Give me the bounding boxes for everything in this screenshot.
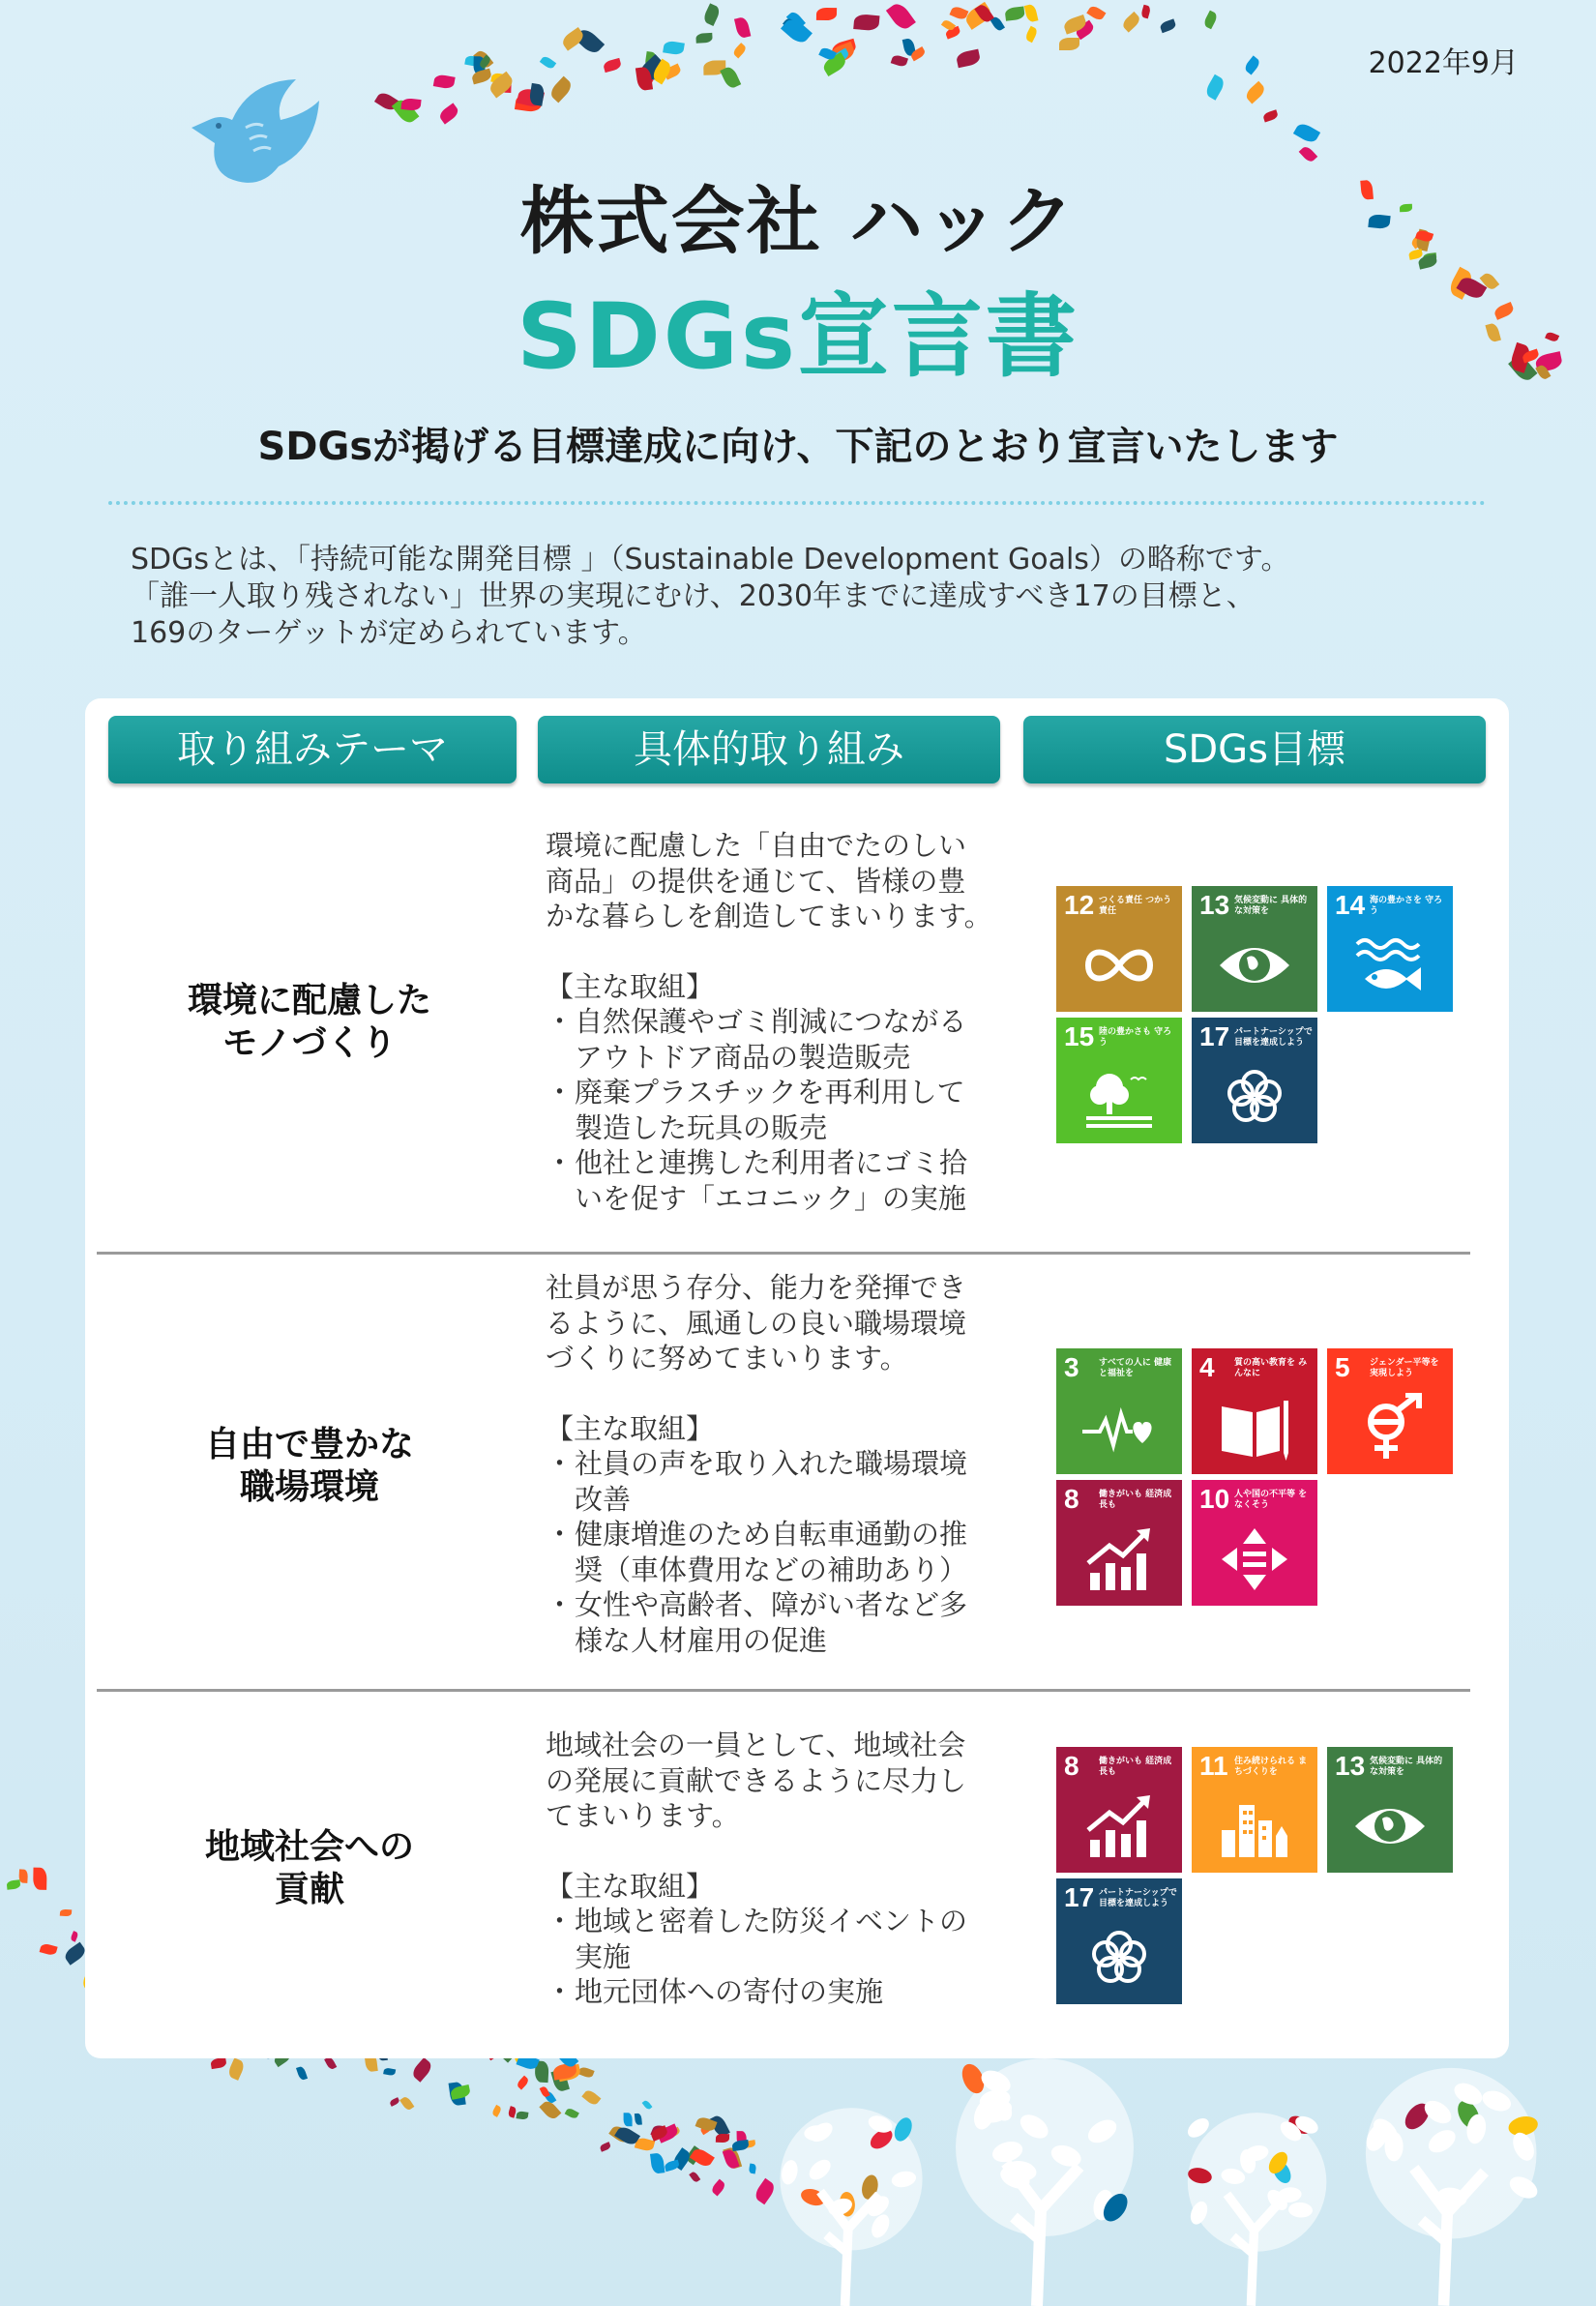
book-icon bbox=[1216, 1393, 1293, 1463]
confetti-leaf bbox=[642, 2099, 653, 2111]
declaration-subtitle: SDGsが掲げる目標達成に向け、下記のとおり宣言いたします bbox=[257, 425, 1339, 469]
goal-number: 11 bbox=[1199, 1751, 1228, 1781]
confetti-leaf bbox=[1120, 12, 1140, 32]
confetti-leaf bbox=[7, 1880, 21, 1890]
main-initiatives-label: 【主な取組】 bbox=[546, 1411, 715, 1445]
lead-line: 環境に配慮した「自由でたのしい bbox=[546, 829, 967, 862]
confetti-leaf bbox=[1299, 144, 1318, 163]
equality-icon bbox=[1216, 1524, 1293, 1594]
lead-line: るように、風通しの良い職場環境 bbox=[546, 1306, 967, 1340]
growth-chart-icon bbox=[1080, 1791, 1158, 1861]
actions-community bbox=[546, 1728, 1020, 2010]
initiative-bullet: ・ 地域と密着した防災イベントの 実施 bbox=[546, 1904, 1020, 1974]
goal-number: 13 bbox=[1335, 1751, 1366, 1781]
confetti-leaf bbox=[1203, 74, 1226, 101]
confetti-leaf bbox=[40, 1942, 58, 1956]
confetti-leaf bbox=[599, 2142, 611, 2152]
initiative-bullet: ・ 他社と連携した利用者にゴミ拾 いを促す「エコニック」の実施 bbox=[546, 1145, 1020, 1216]
confetti-leaf bbox=[854, 14, 880, 31]
confetti-leaf bbox=[734, 16, 752, 40]
confetti-leaf bbox=[623, 2113, 632, 2126]
confetti-leaf bbox=[1202, 10, 1219, 29]
column-header-actions: 具体的取り組み bbox=[538, 716, 1000, 783]
eye-globe-icon bbox=[1216, 931, 1293, 1000]
confetti-leaf bbox=[696, 32, 713, 43]
initiative-bullet: ・ 廃棄プラスチックを再利用して 製造した玩具の販売 bbox=[546, 1075, 1020, 1145]
confetti-leaf bbox=[433, 74, 456, 89]
sdg-goal-3-tile bbox=[1056, 1348, 1182, 1474]
confetti-leaf bbox=[437, 103, 460, 124]
goal-label: パートナーシップで 目標を達成しよう bbox=[1234, 1027, 1313, 1048]
confetti-leaf bbox=[1087, 4, 1107, 21]
theme-line: 地域社会への bbox=[204, 1827, 414, 1867]
confetti-leaf bbox=[603, 58, 622, 73]
sdg-goal-8-tile bbox=[1056, 1747, 1182, 1873]
actions-workplace bbox=[546, 1270, 1020, 1658]
confetti-leaf bbox=[1159, 18, 1176, 32]
column-header-theme: 取り組みテーマ bbox=[108, 716, 517, 783]
rings-icon bbox=[1216, 1062, 1293, 1132]
confetti-leaf bbox=[59, 1909, 71, 1917]
goal-number: 8 bbox=[1064, 1751, 1079, 1781]
issue-date: 2022年9月 bbox=[1368, 46, 1519, 80]
confetti-leaf bbox=[565, 2107, 579, 2119]
confetti-leaf bbox=[383, 2067, 396, 2076]
goal-label: 人や国の不平等 をなくそう bbox=[1234, 1490, 1308, 1510]
goal-label: 働きがいも 経済成長も bbox=[1099, 1757, 1172, 1777]
theme-line: 自由で豊かな bbox=[204, 1425, 414, 1464]
lead-line: 社員が思う存分、能力を発揮でき bbox=[546, 1271, 967, 1304]
main-initiatives-label: 【主な取組】 bbox=[546, 969, 715, 1003]
confetti-leaf bbox=[1243, 81, 1267, 104]
initiative-bullet: ・ 女性や高齢者、障がい者など多 様な人材雇用の促進 bbox=[546, 1587, 1020, 1658]
sdg-goal-15-tile bbox=[1056, 1018, 1182, 1143]
goal-label: 海の豊かさを 守ろう bbox=[1370, 896, 1443, 916]
theme-workplace bbox=[126, 1424, 493, 1509]
confetti-leaf bbox=[650, 2152, 665, 2174]
confetti-leaf bbox=[581, 2088, 601, 2107]
confetti-leaf bbox=[886, 0, 916, 32]
fish-wave-icon bbox=[1351, 931, 1429, 1000]
confetti-leaf bbox=[63, 1942, 88, 1966]
company-name: 株式会社 ハック bbox=[519, 178, 1077, 264]
confetti-leaf bbox=[710, 2179, 726, 2197]
confetti-leaf bbox=[401, 98, 422, 111]
goal-label: ジェンダー平等を 実現しよう bbox=[1370, 1358, 1439, 1378]
confetti-leaf bbox=[1140, 5, 1151, 19]
sdg-goal-17-tile bbox=[1192, 1018, 1317, 1143]
sdg-goal-11-tile bbox=[1192, 1747, 1317, 1873]
sdgs-intro bbox=[131, 542, 1485, 652]
theme-line: 職場環境 bbox=[239, 1467, 379, 1507]
confetti-leaf bbox=[702, 3, 722, 25]
goal-number: 4 bbox=[1199, 1352, 1215, 1382]
confetti-leaf bbox=[516, 2112, 528, 2120]
sdg-goal-14-tile bbox=[1327, 886, 1453, 1012]
sdg-goal-13-tile bbox=[1192, 886, 1317, 1012]
goal-number: 10 bbox=[1199, 1484, 1230, 1514]
confetti-leaf bbox=[1243, 55, 1261, 74]
confetti-leaf bbox=[731, 2140, 749, 2151]
goal-label: パートナーシップで 目標を達成しよう bbox=[1099, 1888, 1177, 1908]
confetti-leaf bbox=[689, 2171, 699, 2182]
intro-line: SDGsとは、「持続可能な開発目標 」（Sustainable Development Goals）の略称です。 bbox=[131, 543, 1290, 576]
confetti-leaf bbox=[1023, 4, 1038, 23]
lead-line: 商品」の提供を通じて、皆様の豊 bbox=[546, 864, 966, 898]
sdg-goal-8-tile bbox=[1056, 1480, 1182, 1606]
confetti-leaf bbox=[410, 2057, 434, 2083]
rings-icon bbox=[1080, 1923, 1158, 1993]
goal-label: すべての人に 健康と福祉を bbox=[1099, 1358, 1171, 1378]
theme-line: モノづくり bbox=[222, 1023, 397, 1063]
lead-line: てまいります。 bbox=[546, 1799, 740, 1832]
sdg-goal-5-tile bbox=[1327, 1348, 1453, 1474]
confetti-leaf bbox=[634, 2114, 641, 2125]
confetti-leaf bbox=[400, 2095, 415, 2111]
document-title: SDGs宣言書 bbox=[517, 284, 1079, 390]
confetti-leaf bbox=[1293, 121, 1320, 145]
city-icon bbox=[1216, 1791, 1293, 1861]
confetti-leaf bbox=[955, 49, 980, 68]
lead-line: かな暮らしを創造してまいります。 bbox=[546, 900, 992, 932]
growth-chart-icon bbox=[1080, 1524, 1158, 1594]
tree-bird-icon bbox=[1080, 1062, 1158, 1132]
lead-line: づくりに努めてまいります。 bbox=[546, 1342, 908, 1375]
column-header-goals: SDGs目標 bbox=[1023, 716, 1486, 783]
confetti-leaf bbox=[540, 55, 556, 71]
intro-line: 「誰一人取り残されない」世界の実現にむけ、2030年までに達成すべき17の目標と、 bbox=[131, 579, 1256, 613]
confetti-leaf bbox=[1059, 38, 1079, 50]
tree-illustration bbox=[929, 2055, 1161, 2306]
infinity-icon bbox=[1080, 931, 1158, 1000]
heartbeat-icon bbox=[1080, 1393, 1158, 1463]
sdg-goal-12-tile bbox=[1056, 886, 1182, 1012]
confetti-leaf bbox=[1024, 26, 1039, 43]
confetti-leaf bbox=[226, 2058, 246, 2082]
tree-illustration bbox=[758, 2105, 944, 2306]
goal-label: 気候変動に 具体的な対策を bbox=[1234, 896, 1308, 916]
confetti-leaf bbox=[721, 65, 742, 90]
goal-label: 住み続けられる まちづくりを bbox=[1234, 1757, 1308, 1777]
sdg-goal-4-tile bbox=[1192, 1348, 1317, 1474]
dotted-divider bbox=[108, 501, 1486, 505]
initiative-bullet: ・ 社員の声を取り入れた職場環境 改善 bbox=[546, 1446, 1020, 1517]
initiative-bullet: ・ 自然保護やゴミ削減につながる アウトドア商品の製造販売 bbox=[546, 1004, 1020, 1075]
theme-line: 貢献 bbox=[274, 1870, 344, 1909]
confetti-leaf bbox=[19, 1869, 29, 1883]
confetti-leaf bbox=[749, 2163, 756, 2173]
confetti-leaf bbox=[663, 40, 685, 55]
confetti-leaf bbox=[516, 2075, 530, 2089]
confetti-leaf bbox=[296, 2065, 308, 2081]
confetti-leaf bbox=[816, 8, 837, 21]
goal-number: 3 bbox=[1064, 1352, 1079, 1382]
theme-community bbox=[126, 1826, 493, 1911]
confetti-leaf bbox=[716, 2134, 729, 2143]
main-initiatives-label: 【主な取組】 bbox=[546, 1869, 715, 1903]
goal-number: 17 bbox=[1064, 1882, 1095, 1912]
tree-illustration bbox=[1340, 2064, 1562, 2306]
confetti-leaf bbox=[491, 2105, 502, 2117]
row-divider bbox=[97, 1252, 1470, 1255]
goal-number: 15 bbox=[1064, 1021, 1095, 1051]
goal-number: 8 bbox=[1064, 1484, 1079, 1514]
confetti-leaf bbox=[1262, 109, 1279, 123]
theme-environment bbox=[126, 980, 493, 1065]
confetti-leaf bbox=[548, 75, 575, 103]
confetti-leaf bbox=[690, 2147, 715, 2170]
goal-label: 質の高い教育を みんなに bbox=[1234, 1358, 1308, 1378]
gender-icon bbox=[1351, 1393, 1429, 1463]
goal-number: 13 bbox=[1199, 890, 1230, 920]
goal-number: 17 bbox=[1199, 1021, 1230, 1051]
eye-globe-icon bbox=[1351, 1791, 1429, 1861]
sdg-goal-13-tile bbox=[1327, 1747, 1453, 1873]
confetti-leaf bbox=[578, 2065, 595, 2079]
confetti-leaf bbox=[1005, 7, 1026, 21]
confetti-leaf bbox=[33, 1868, 47, 1890]
actions-environment bbox=[546, 828, 1020, 1216]
lead-line: 地域社会の一員として、地域社会 bbox=[546, 1729, 966, 1761]
goal-label: 気候変動に 具体的な対策を bbox=[1370, 1757, 1443, 1777]
confetti-leaf bbox=[891, 54, 908, 68]
goal-number: 14 bbox=[1335, 890, 1366, 920]
sdg-goal-17-tile bbox=[1056, 1878, 1182, 2004]
goal-label: つくる責任 つかう責任 bbox=[1099, 896, 1172, 916]
row-divider bbox=[97, 1689, 1470, 1692]
initiative-bullet: ・ 健康増進のため自転車通勤の推 奨（車体費用などの補助あり） bbox=[546, 1517, 1020, 1587]
confetti-leaf bbox=[664, 2159, 680, 2172]
intro-line: 169のターゲットが定められています。 bbox=[131, 616, 647, 650]
lead-line: の発展に貢献できるように尽力し bbox=[546, 1763, 967, 1797]
tree-illustration bbox=[1167, 2110, 1347, 2306]
theme-line: 環境に配慮した bbox=[187, 981, 431, 1020]
initiative-bullet: ・ 地元団体への寄付の実施 bbox=[546, 1974, 1020, 2010]
confetti-leaf bbox=[732, 43, 748, 58]
goal-label: 陸の豊かさも 守ろう bbox=[1099, 1027, 1172, 1048]
sdg-goal-10-tile bbox=[1192, 1480, 1317, 1606]
goal-label: 働きがいも 経済成長も bbox=[1099, 1490, 1172, 1510]
goal-number: 12 bbox=[1064, 890, 1095, 920]
confetti-leaf bbox=[70, 1932, 78, 1942]
confetti-leaf bbox=[210, 2057, 226, 2069]
goal-number: 5 bbox=[1335, 1352, 1350, 1382]
confetti-leaf bbox=[389, 2097, 400, 2107]
